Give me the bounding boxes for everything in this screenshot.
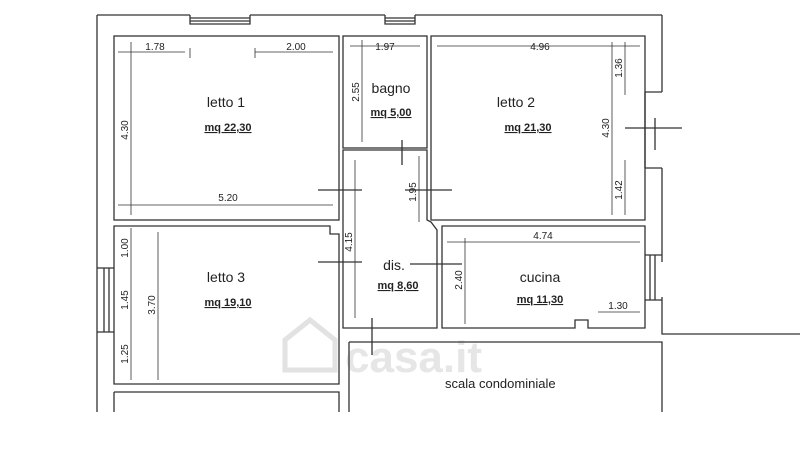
room-area-bagno: mq 5,00 — [370, 107, 412, 119]
room-name-dis: dis. — [383, 257, 405, 273]
dim-letto1-w-right: 2.00 — [286, 42, 306, 53]
dim-letto2-h: 4.30 — [601, 118, 612, 138]
dim-letto3-b: 1.45 — [120, 290, 131, 310]
room-area-cucina: mq 11,30 — [516, 294, 564, 306]
dim-bagno-w: 1.97 — [375, 42, 395, 53]
dim-letto1-bottom: 5.20 — [218, 193, 238, 204]
room-name-letto3: letto 3 — [206, 269, 246, 285]
watermark — [285, 320, 482, 382]
dim-letto1-w-left: 1.78 — [145, 42, 165, 53]
watermark-text: casa.it — [345, 333, 482, 382]
dim-letto3-h: 3.70 — [147, 295, 158, 315]
room-area-letto2: mq 21,30 — [504, 122, 552, 134]
dim-cucina-h: 2.40 — [454, 270, 465, 290]
dim-cucina-w: 4.74 — [533, 231, 553, 242]
house-icon — [285, 320, 335, 370]
room-name-letto2: letto 2 — [496, 94, 536, 110]
dim-dis-h: 4.15 — [344, 232, 355, 252]
dim-letto2-w: 4.96 — [530, 42, 550, 53]
room-name-bagno: bagno — [371, 80, 411, 96]
dim-letto2-top: 1.36 — [614, 58, 625, 78]
dim-letto2-bottom: 1.42 — [614, 180, 625, 200]
dim-cucina-small: 1.30 — [608, 301, 628, 312]
dim-bagno-h: 2.55 — [351, 82, 362, 102]
dim-letto3-a: 1.00 — [120, 238, 131, 258]
room-name-cucina: cucina — [519, 269, 561, 285]
dim-letto3-c: 1.25 — [120, 344, 131, 364]
stairs-label: scala condominiale — [445, 376, 556, 391]
room-area-letto1: mq 22,30 — [204, 122, 252, 134]
dim-letto1-h: 4.30 — [120, 120, 131, 140]
room-area-dis: mq 8,60 — [377, 280, 419, 292]
dim-dis-top: 1.95 — [408, 182, 419, 202]
room-name-letto1: letto 1 — [206, 94, 246, 110]
room-area-letto3: mq 19,10 — [204, 297, 252, 309]
